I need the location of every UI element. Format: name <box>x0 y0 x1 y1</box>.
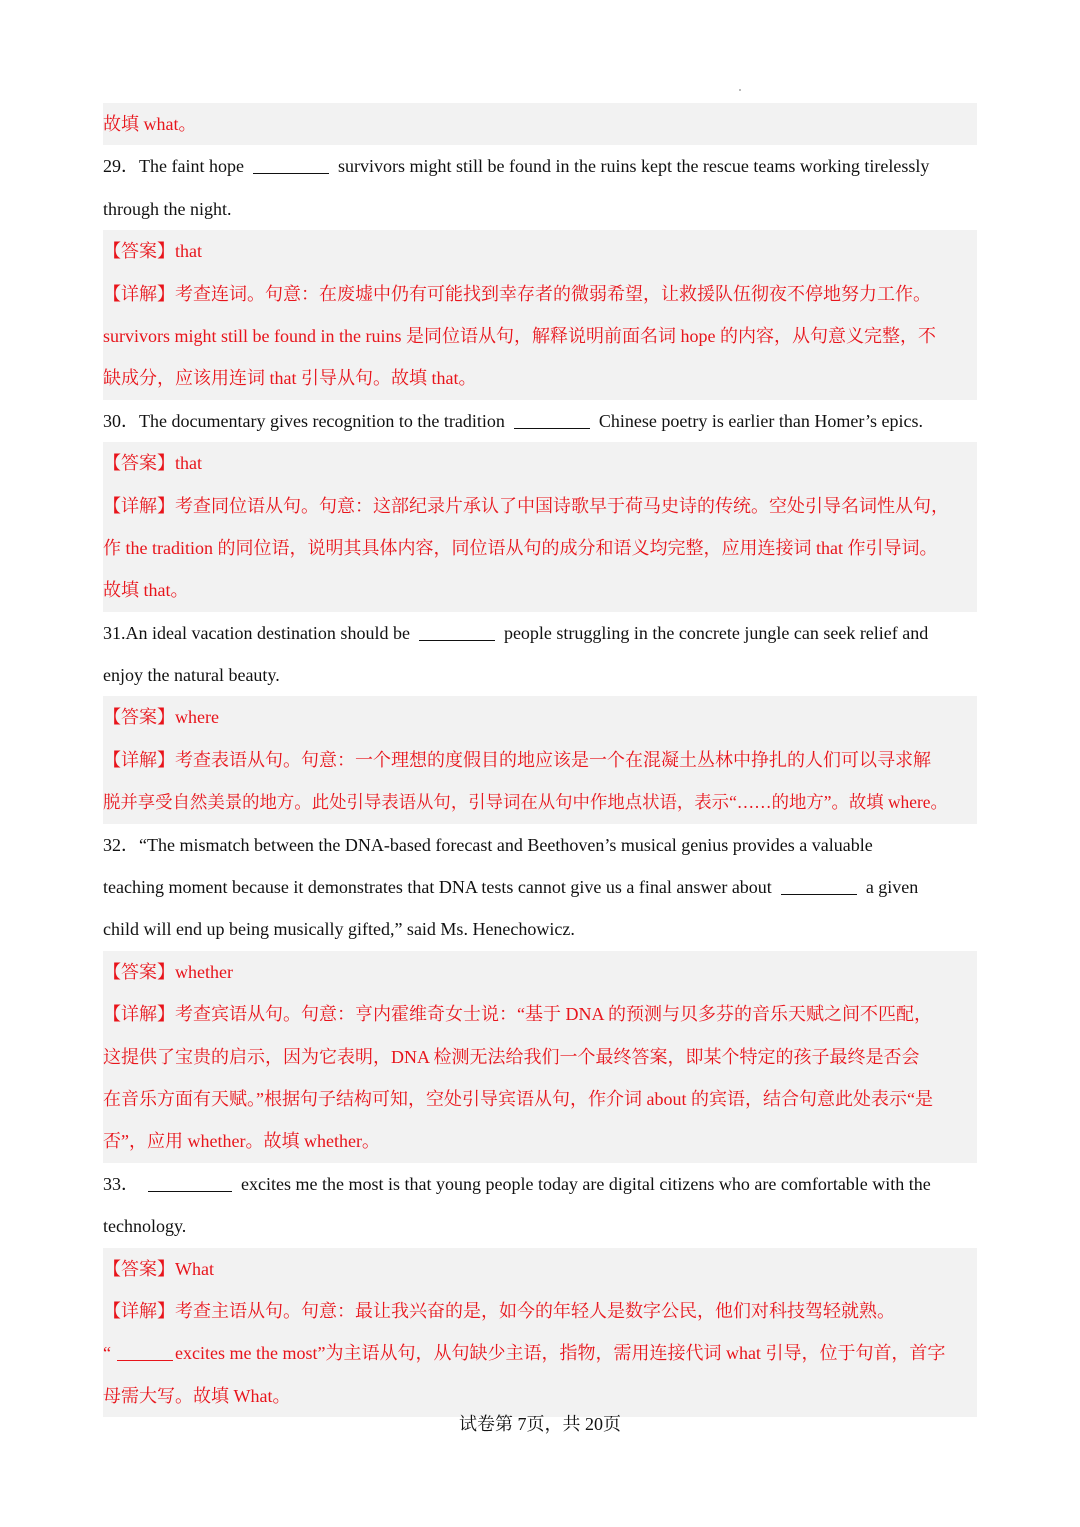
explanation-30-line-1 <box>103 485 977 527</box>
answer-33 <box>103 1248 977 1290</box>
scan-dot <box>739 89 741 91</box>
answer-blank <box>253 155 329 174</box>
question-29-line-2 <box>103 188 977 230</box>
explanation-tag: 【详解】 <box>103 1300 175 1321</box>
answer-blank <box>419 622 495 641</box>
question-text: excites me the most is that young people today are digital citizens who are comfortable with the <box>241 1173 931 1194</box>
answer-31 <box>103 696 977 738</box>
question-29-line-1 <box>103 145 977 187</box>
question-text: Chinese poetry is earlier than Homer’s epics. <box>598 410 923 431</box>
explanation-text: excites me the most”为主语从句，从句缺少主语，指物，需用连接代词 what 引导，位于句首，首字 <box>175 1343 946 1364</box>
explanation-tag: 【详解】 <box>103 749 175 770</box>
answer-value: whether <box>175 961 233 982</box>
question-text: The documentary gives recognition to the tradition <box>139 410 505 431</box>
question-30-line-1 <box>103 400 977 442</box>
explanation-text: 考查宾语从句。句意：亨内霍维奇女士说：“基于 DNA 的预测与贝多芬的音乐天赋之间不匹配， <box>175 1004 932 1025</box>
question-text: through the night. <box>103 198 232 219</box>
explanation-tag: 【详解】 <box>103 1004 175 1025</box>
explanation-text: survivors might still be found in the ruins 是同位语从句，解释说明前面名词 hope 的内容，从句意义完整，不 <box>103 325 936 346</box>
question-31-line-1 <box>103 612 977 654</box>
answer-value: What <box>175 1258 214 1279</box>
question-text: teaching moment because it demonstrates that DNA tests cannot give us a final answer about <box>103 877 772 898</box>
explanation-29-line-1 <box>103 273 977 315</box>
explanation-30-line-3 <box>103 569 977 611</box>
explanation-31-line-1 <box>103 739 977 781</box>
explanation-text: 故填 that。 <box>103 580 189 601</box>
answer-value: that <box>175 453 202 474</box>
question-number: 31. <box>103 622 126 643</box>
explanation-text: 在音乐方面有天赋。”根据句子结构可知，空处引导宾语从句，作介词 about 的宾语，结合句意此处表示“是 <box>103 1088 933 1109</box>
question-32-line-3 <box>103 908 977 950</box>
question-33-line-1 <box>103 1163 977 1205</box>
answer-blank <box>117 1342 173 1361</box>
question-text: An ideal vacation destination should be <box>125 622 410 643</box>
explanation-32-line-2 <box>103 1036 977 1078</box>
question-text: The faint hope <box>139 156 244 177</box>
answer-blank <box>148 1173 232 1192</box>
answer-tag: 【答案】 <box>103 961 175 982</box>
explanation-32-line-4 <box>103 1120 977 1162</box>
explanation-text: 考查连词。句意：在废墟中仍有可能找到幸存者的微弱希望，让救援队伍彻夜不停地努力工作。 <box>175 283 931 304</box>
question-33-line-2 <box>103 1205 977 1247</box>
explanation-text: 这提供了宝贵的启示，因为它表明，DNA 检测无法给我们一个最终答案，即某个特定的孩子最终是否会 <box>103 1046 920 1067</box>
explanation-line <box>103 103 977 145</box>
explanation-text: 考查主语从句。句意：最让我兴奋的是，如今的年轻人是数字公民，他们对科技驾轻就熟。 <box>175 1300 895 1321</box>
answer-value: where <box>175 707 219 728</box>
question-text: “The mismatch between the DNA-based forecast and Beethoven’s musical genius provides a valuable <box>139 834 873 855</box>
explanation-text: “ <box>103 1343 111 1364</box>
explanation-text: 故填 what。 <box>103 114 197 134</box>
explanation-30-line-2 <box>103 527 977 569</box>
explanation-text: 作 the tradition 的同位语，说明其具体内容，同位语从句的成分和语义均完整，应用连接词 that 作引导词。 <box>103 537 938 558</box>
question-number: 29． <box>103 156 139 177</box>
explanation-32-line-3 <box>103 1078 977 1120</box>
answer-30 <box>103 442 977 484</box>
question-text: technology. <box>103 1216 187 1237</box>
question-number: 30． <box>103 410 139 431</box>
answer-tag: 【答案】 <box>103 241 175 262</box>
answer-29 <box>103 230 977 272</box>
explanation-text: 否”，应用 whether。故填 whether。 <box>103 1131 380 1152</box>
answer-value: that <box>175 241 202 262</box>
explanation-29-line-3 <box>103 357 977 399</box>
explanation-31-line-2 <box>103 781 977 823</box>
question-text: a given <box>865 877 919 898</box>
explanation-tag: 【详解】 <box>103 283 175 304</box>
question-number: 33． <box>103 1173 139 1194</box>
question-text: child will end up being musically gifted,” said Ms. Henechowicz. <box>103 919 575 940</box>
page-footer: 试卷第 7页，共 20页 <box>459 1414 621 1434</box>
explanation-32-line-1 <box>103 993 977 1035</box>
explanation-tag: 【详解】 <box>103 495 175 516</box>
explanation-text: 缺成分，应该用连词 that 引导从句。故填 that。 <box>103 368 477 389</box>
answer-32 <box>103 951 977 993</box>
question-32-line-1 <box>103 824 977 866</box>
question-text: survivors might still be found in the ruins kept the rescue teams working tirelessly <box>337 156 930 177</box>
explanation-text: 母需大写。故填 What。 <box>103 1385 291 1406</box>
explanation-text: 脱并享受自然美景的地方。此处引导表语从句，引导词在从句中作地点状语，表示“……的地方”。故填 where。 <box>103 792 948 813</box>
explanation-29-line-2 <box>103 315 977 357</box>
page-content <box>103 103 977 1417</box>
answer-tag: 【答案】 <box>103 1258 175 1279</box>
question-text: people struggling in the concrete jungle can seek relief and <box>503 622 929 643</box>
question-31-line-2 <box>103 654 977 696</box>
answer-blank <box>514 410 590 429</box>
explanation-33-line-2 <box>103 1332 977 1374</box>
question-number: 32． <box>103 834 139 855</box>
answer-tag: 【答案】 <box>103 453 175 474</box>
explanation-text: 考查表语从句。句意：一个理想的度假目的地应该是一个在混凝土丛林中挣扎的人们可以寻求解 <box>175 749 931 770</box>
answer-tag: 【答案】 <box>103 707 175 728</box>
question-text: enjoy the natural beauty. <box>103 665 280 686</box>
question-32-line-2 <box>103 866 977 908</box>
answer-blank <box>781 876 857 895</box>
explanation-text: 考查同位语从句。句意：这部纪录片承认了中国诗歌早于荷马史诗的传统。空处引导名词性从句， <box>175 495 949 516</box>
explanation-33-line-1 <box>103 1290 977 1332</box>
